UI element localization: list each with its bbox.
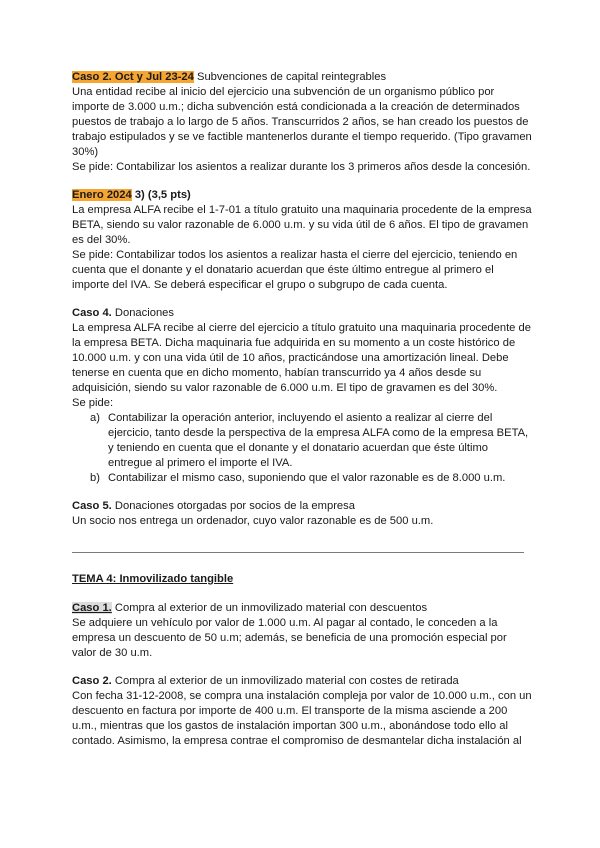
- case-tag: Caso 2.: [72, 675, 112, 687]
- case-5-donaciones-socios: [72, 499, 534, 529]
- case-heading: [72, 188, 534, 203]
- list-item: [72, 411, 534, 471]
- case-enero-2024: [72, 188, 534, 293]
- tema4-case-1: [72, 601, 534, 661]
- case-body: Se adquiere un vehículo por valor de 1.000 u.m. Al pagar al contado, le conceden a la empresa un descuento de 50 u.m; además, se beneficia de una promoción especial por valor de 30 u.m.: [72, 617, 507, 659]
- list-item-text: Contabilizar el mismo caso, suponiendo que el valor razonable es de 8.000 u.m.: [108, 472, 506, 484]
- case-question: Se pide: Contabilizar todos los asientos a realizar hasta el cierre del ejercicio, teniendo en cuenta que el donante y el donatario acuerdan que éste último entregue al primero el importe del IVA. Se deberá especificar el grupo o subgrupo de cada cuenta.: [72, 249, 518, 291]
- highlight-tag: Caso 2. Oct y Jul 23-24: [72, 71, 194, 83]
- topic-heading: TEMA 4: Inmovilizado tangible: [72, 573, 234, 585]
- case-body: La empresa ALFA recibe el 1-7-01 a título gratuito una maquinaria procedente de la empresa BETA, siendo su valor razonable de 6.000 u.m. y su vida útil de 6 años. El tipo de gravamen es del 30%.: [72, 204, 532, 246]
- document-page: [72, 70, 534, 762]
- case-4-donaciones: [72, 306, 534, 486]
- case-title: Compra al exterior de un inmovilizado material con costes de retirada: [114, 675, 459, 687]
- case-heading: [72, 601, 534, 616]
- case-body: Con fecha 31-12-2008, se compra una instalación compleja por valor de 10.000 u.m., con un descuento en factura por importe de 400 u.m. El transporte de la misma asciende a 200 u.m., mientras que los gastos de instalación importan 300 u.m., abonándose todo ello al contado. Asimismo, la empresa contrae el compromiso de desmantelar dicha instalación al: [72, 690, 532, 747]
- case-body: Un socio nos entrega un ordenador, cuyo valor razonable es de 500 u.m.: [72, 515, 434, 527]
- case-title: Subvenciones de capital reintegrables: [197, 71, 387, 83]
- case-question: Se pide: Contabilizar los asientos a realizar durante los 3 primeros años desde la concesión.: [72, 161, 531, 173]
- case-body: Una entidad recibe al inicio del ejercicio una subvención de un organismo público por importe de 3.000 u.m.; dicha subvención está condicionada a la creación de determinados puestos de trabajo a lo largo de 5 años. Transcurridos 2 años, se han creado los puestos de trabajo estipulados y se ve factible mantenerlos durante el tiempo requerido. (Tipo gravamen 30%): [72, 86, 532, 158]
- case-heading: [72, 306, 534, 321]
- case-body: La empresa ALFA recibe al cierre del ejercicio a título gratuito una maquinaria procedente de la empresa BETA. Dicha maquinaria fue adquirida en su momento a un coste histórico de 10.000 u.m. y con una vida útil de 10 años, practicándose una amortización lineal. Debe tenerse en cuenta que en dicho momento, habían transcurrido ya 4 años desde su adquisición, siendo su valor razonable de 6.000 u.m. El tipo de gravamen es del 30%.: [72, 322, 531, 394]
- case-title: Donaciones otorgadas por socios de la empresa: [114, 500, 355, 512]
- list-item: [72, 471, 534, 486]
- case-tag: Caso 5.: [72, 500, 112, 512]
- highlight-tag: Enero 2024: [72, 189, 132, 201]
- case-title: Compra al exterior de un inmovilizado material con descuentos: [114, 602, 428, 614]
- case-tag: Caso 1.: [72, 602, 112, 614]
- case-heading: [72, 70, 534, 85]
- list-marker: b): [90, 472, 100, 484]
- case-title: 3) (3,5 pts): [134, 189, 191, 201]
- list-item-text: Contabilizar la operación anterior, incluyendo el asiento a realizar al cierre del ejercicio, tanto desde la perspectiva de la empresa ALFA como de la empresa BETA, y teniendo en cuenta que el donante y el donatario acuerdan que éste último entregue al primero el importe el IVA.: [108, 412, 529, 469]
- question-list: [72, 411, 534, 486]
- case-heading: [72, 499, 534, 514]
- case-2-subvenciones: [72, 70, 534, 175]
- section-divider: [72, 552, 524, 553]
- case-question: Se pide:: [72, 397, 114, 409]
- case-heading: [72, 674, 534, 689]
- case-title: Donaciones: [114, 307, 174, 319]
- case-tag: Caso 4.: [72, 307, 112, 319]
- tema4-case-2: [72, 674, 534, 749]
- list-marker: a): [90, 412, 100, 424]
